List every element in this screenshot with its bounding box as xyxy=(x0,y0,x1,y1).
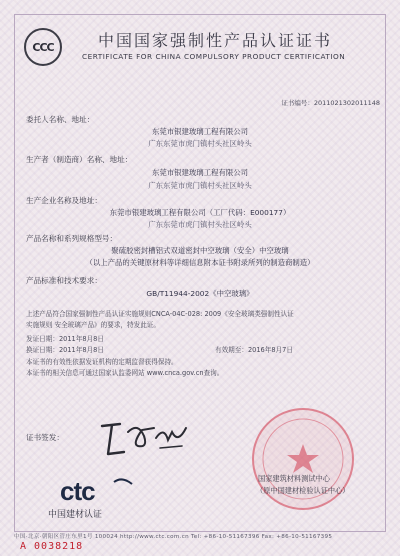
factory-name: 东莞市银建玻璃工程有限公司（工厂代码：E000177） xyxy=(109,208,291,217)
validity-note: 本证书的有效性依据发证机构的定期监督获得保持。 xyxy=(26,358,178,366)
ccc-logo-icon xyxy=(24,28,62,66)
change-date: 换证日期：2011年8月8日 xyxy=(26,346,104,354)
conformity-paragraph-line2: 实施规则 安全玻璃产品》的要求，特发此证。 xyxy=(26,321,160,329)
standard-label: 产品标准和技术要求： xyxy=(26,276,102,285)
manufacturer-label: 生产者（制造商）名称、地址： xyxy=(26,155,133,164)
signature-label: 证书签发： xyxy=(26,433,64,442)
valid-until-date: 有效期至：2016年8月7日 xyxy=(215,346,293,354)
product-label: 产品名称和系列规格型号： xyxy=(26,234,118,243)
ctc-organization-name: 中国建材认证 xyxy=(48,510,103,520)
serial-number: A 0038218 xyxy=(20,541,84,552)
product-name-line2: （以上产品的关键原材料等详细信息附本证书附录所列的制造商制造） xyxy=(85,258,315,267)
website-note: 本证书的相关信息可通过国家认监委网站 www.cnca.gov.cn查询。 xyxy=(26,369,224,377)
factory-address: 广东东莞市虎门镇村头社区岭头 xyxy=(148,220,252,229)
ctc-logo-icon xyxy=(58,476,138,506)
issue-date: 发证日期：2011年8月8日 xyxy=(26,335,104,343)
issuer-subname: （原中国建材检验认证中心） xyxy=(256,486,350,495)
issuer-name: 国家建筑材料测试中心 xyxy=(258,474,330,483)
applicant-label: 委托人名称、地址： xyxy=(26,115,95,124)
factory-label: 生产企业名称及地址： xyxy=(26,196,102,205)
manufacturer-address: 广东东莞市虎门镇村头社区岭头 xyxy=(148,181,252,190)
certificate-title-en: CERTIFICATE FOR CHINA COMPULSORY PRODUCT CERTIFICATION xyxy=(82,52,346,61)
conformity-paragraph-line1: 上述产品符合国家强制性产品认证实施规则CNCA-04C-028: 2009《安全玻璃类强制性认证 xyxy=(26,310,294,318)
ccc-logo-text: CCC xyxy=(32,40,54,54)
certificate-number: 证书编号：2011021302011148 xyxy=(281,99,380,107)
svg-text:ctc: ctc xyxy=(60,476,95,506)
manufacturer-name: 东莞市银建玻璃工程有限公司 xyxy=(151,168,249,177)
product-name-line1: 聚硫胶密封槽铝式双道密封中空玻璃（安全）中空玻璃 xyxy=(111,246,289,255)
certificate-title-cn: 中国国家强制性产品认证证书 xyxy=(98,31,333,50)
standard-value: GB/T11944-2002《中空玻璃》 xyxy=(146,289,254,298)
applicant-name: 东莞市银建玻璃工程有限公司 xyxy=(151,127,249,136)
handwritten-signature xyxy=(98,418,190,460)
footer-contact: 中国·北京·朝阳区管庄东里1号 100024 http://www.ctc.com.cn Tel: +86-10-51167396 Fax: +86-10-51167395 xyxy=(14,534,333,540)
applicant-address: 广东东莞市虎门镇村头社区岭头 xyxy=(148,139,252,148)
